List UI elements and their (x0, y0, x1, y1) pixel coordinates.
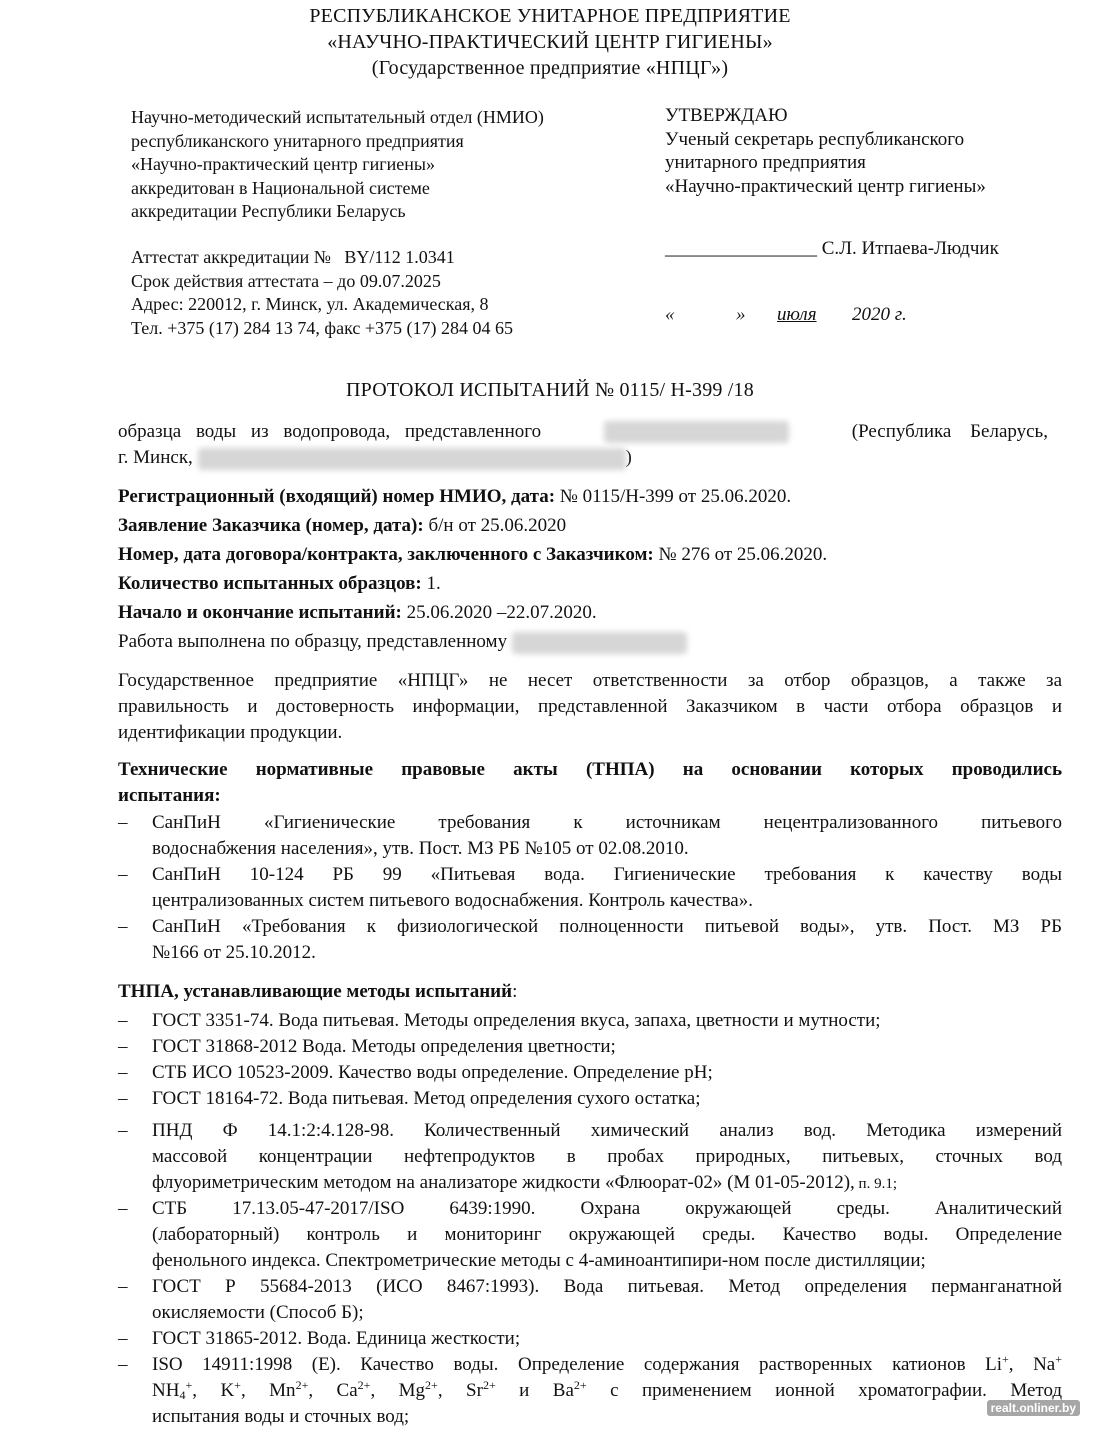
field-test-period: Начало и окончание испытаний: 25.06.2020 –22.07.2020. (118, 602, 597, 623)
bullet-dash: – (118, 1328, 128, 1349)
bullet-dash: – (118, 1198, 128, 1219)
approval-date: « » июля 2020 г. (665, 304, 907, 325)
accreditation-validity: Срок действия аттестата – до 09.07.2025 (131, 270, 441, 291)
lab-info-block (131, 106, 544, 224)
bullet-dash: – (118, 1120, 128, 1141)
tnpa-method-item: СТБ ИСО 10523-2009. Качество воды определение. Определение pH; (152, 1062, 713, 1083)
field-application: Заявление Заказчика (номер, дата): б/н от 25.06.2020 (118, 515, 567, 536)
signature-line: ________________ (665, 238, 817, 259)
lab-address: Адрес: 220012, г. Минск, ул. Академическая, 8 (131, 294, 489, 314)
accreditation-block (131, 246, 513, 340)
field-registration: Регистрационный (входящий) номер НМИО, дата: № 0115/Н-399 от 25.06.2020. (118, 486, 792, 507)
protocol-subject: образца воды из водопровода, представленного (Республика Беларусь, г. Минск, ) (118, 421, 1048, 468)
lab-info-line: аккредитован в Национальной системе (131, 177, 430, 198)
tnpa-methods-heading: ТНПА, устанавливающие методы испытаний: (118, 981, 518, 1002)
bullet-dash: – (118, 812, 128, 833)
redacted-supplier (604, 421, 789, 443)
tnpa-basis-item: СанПиН «Требования к физиологической полноценности питьевой воды», утв. Пост. МЗ РБ №166 от 25.10.2012. (152, 916, 1062, 963)
watermark: realt.onliner.by (987, 1400, 1080, 1416)
bullet-dash: – (118, 1354, 128, 1375)
tnpa-method-item: ПНД Ф 14.1:2:4.128-98. Количественный химический анализ вод. Методика измерений массовой концентрации нефтепродуктов в пробах природных, питьевых, сточных вод флуориметрическим методом на анализаторе жидкости «Флюорат-02» (М 01-05-2012), п. 9.1; (152, 1120, 1062, 1193)
lab-phone: Тел. +375 (17) 284 13 74, факс +375 (17) 284 04 65 (131, 317, 513, 338)
redacted-customer (512, 632, 687, 654)
approval-title: УТВЕРЖДАЮ (665, 105, 788, 126)
bullet-dash: – (118, 864, 128, 885)
approval-year: 2020 г. (852, 304, 907, 325)
lab-info-line: Научно-методический испытательный отдел (НМИО) (131, 107, 544, 127)
tnpa-method-item: ГОСТ Р 55684-2013 (ИСО 8467:1993). Вода питьевая. Метод определения перманганатной окисляемости (Способ Б); (152, 1276, 1062, 1323)
approval-line: Ученый секретарь республиканского (665, 128, 965, 150)
tnpa-method-item: ISO 14911:1998 (E). Качество воды. Определение содержания растворенных катионов Li+, Na+ $NH_4^+$, K+, $Mn^{2+}$, $Ca^{2+}$, $Mg^{2+}$, $Sr^{2+}$ и $Ba^{2+}$ с применением ионной хроматографии. Метод испытания воды и сточных вод; (152, 1352, 1063, 1427)
disclaimer: Государственное предприятие «НПЦГ» не несет ответственности за отбор образцов, а также за правильность и достоверность информации, представленной Заказчиком в части отбора образцов и идентификации продукции. (118, 670, 1062, 743)
protocol-title: ПРОТОКОЛ ИСПЫТАНИЙ № 0115/ Н-399 /18 (346, 379, 754, 401)
protocol-fields (118, 482, 827, 656)
approval-line: унитарного предприятия (665, 152, 866, 173)
lab-info-line: аккредитации Республики Беларусь (131, 201, 406, 221)
ion-list: $NH_4^+$, K+, $Mn^{2+}$, $Ca^{2+}$, $Mg^{2+}$, $Sr^{2+}$ и $Ba^{2+}$ с применением ионной хроматографии. Метод (152, 1378, 1063, 1402)
work-done-line: Работа выполнена по образцу, представленному (118, 627, 827, 656)
approval-block (665, 104, 986, 198)
org-title-line1: РЕСПУБЛИКАНСКОЕ УНИТАРНОЕ ПРЕДПРИЯТИЕ (309, 5, 791, 27)
approval-month: июля (777, 304, 817, 325)
lab-info-line: республиканского унитарного предприятия (131, 130, 464, 151)
tnpa-method-item: ГОСТ 3351-74. Вода питьевая. Методы определения вкуса, запаха, цветности и мутности; (152, 1010, 881, 1031)
tnpa-basis-item: СанПиН 10-124 РБ 99 «Питьевая вода. Гигиенические требования к качеству воды централизованных систем питьевого водоснабжения. Контроль качества». (152, 864, 1062, 911)
field-contract: Номер, дата договора/контракта, заключенного с Заказчиком: № 276 от 25.06.2020. (118, 544, 828, 565)
tnpa-basis-item: СанПиН «Гигиенические требования к источникам нецентрализованного питьевого водоснабжения населения», утв. Пост. МЗ РБ №105 от 02.08.2010. (152, 812, 1062, 859)
tnpa-method-item: ГОСТ 31865-2012. Вода. Единица жесткости; (152, 1328, 521, 1349)
bullet-dash: – (118, 916, 128, 937)
lab-info-line: «Научно-практический центр гигиены» (131, 154, 435, 174)
bullet-dash: – (118, 1010, 128, 1031)
bullet-dash: – (118, 1062, 128, 1083)
org-title-line2: «НАУЧНО-ПРАКТИЧЕСКИЙ ЦЕНТР ГИГИЕНЫ» (327, 31, 773, 53)
org-title-line3: (Государственное предприятие «НПЦГ») (371, 57, 729, 79)
redacted-address (198, 448, 626, 470)
tnpa-basis-heading: Технические нормативные правовые акты (ТНПА) на основании которых проводились испытания: (118, 759, 1062, 806)
tnpa-method-item: ГОСТ 31868-2012 Вода. Методы определения цветности; (152, 1036, 616, 1057)
signer-name: С.Л. Итпаева-Людчик (821, 238, 999, 259)
accreditation-line: Аттестат аккредитации № BY/112 1.0341 (131, 247, 455, 267)
bullet-dash: – (118, 1036, 128, 1057)
tnpa-method-item: ГОСТ 18164-72. Вода питьевая. Метод определения сухого остатка; (152, 1088, 701, 1109)
bullet-dash: – (118, 1088, 128, 1109)
approval-line: «Научно-практический центр гигиены» (665, 175, 986, 197)
field-sample-count: Количество испытанных образцов: 1. (118, 573, 441, 594)
accreditation-number: BY/112 1.0341 (344, 247, 455, 267)
bullet-dash: – (118, 1276, 128, 1297)
tnpa-method-item: СТБ 17.13.05-47-2017/ISO 6439:1990. Охрана окружающей среды. Аналитический (лабораторный) контроль и мониторинг окружающей среды. Качество воды. Определение фенольного индекса. Спектрометрические методы с 4-аминоантипири-ном после дистилляции; (152, 1198, 1062, 1271)
signature-row (665, 238, 999, 260)
